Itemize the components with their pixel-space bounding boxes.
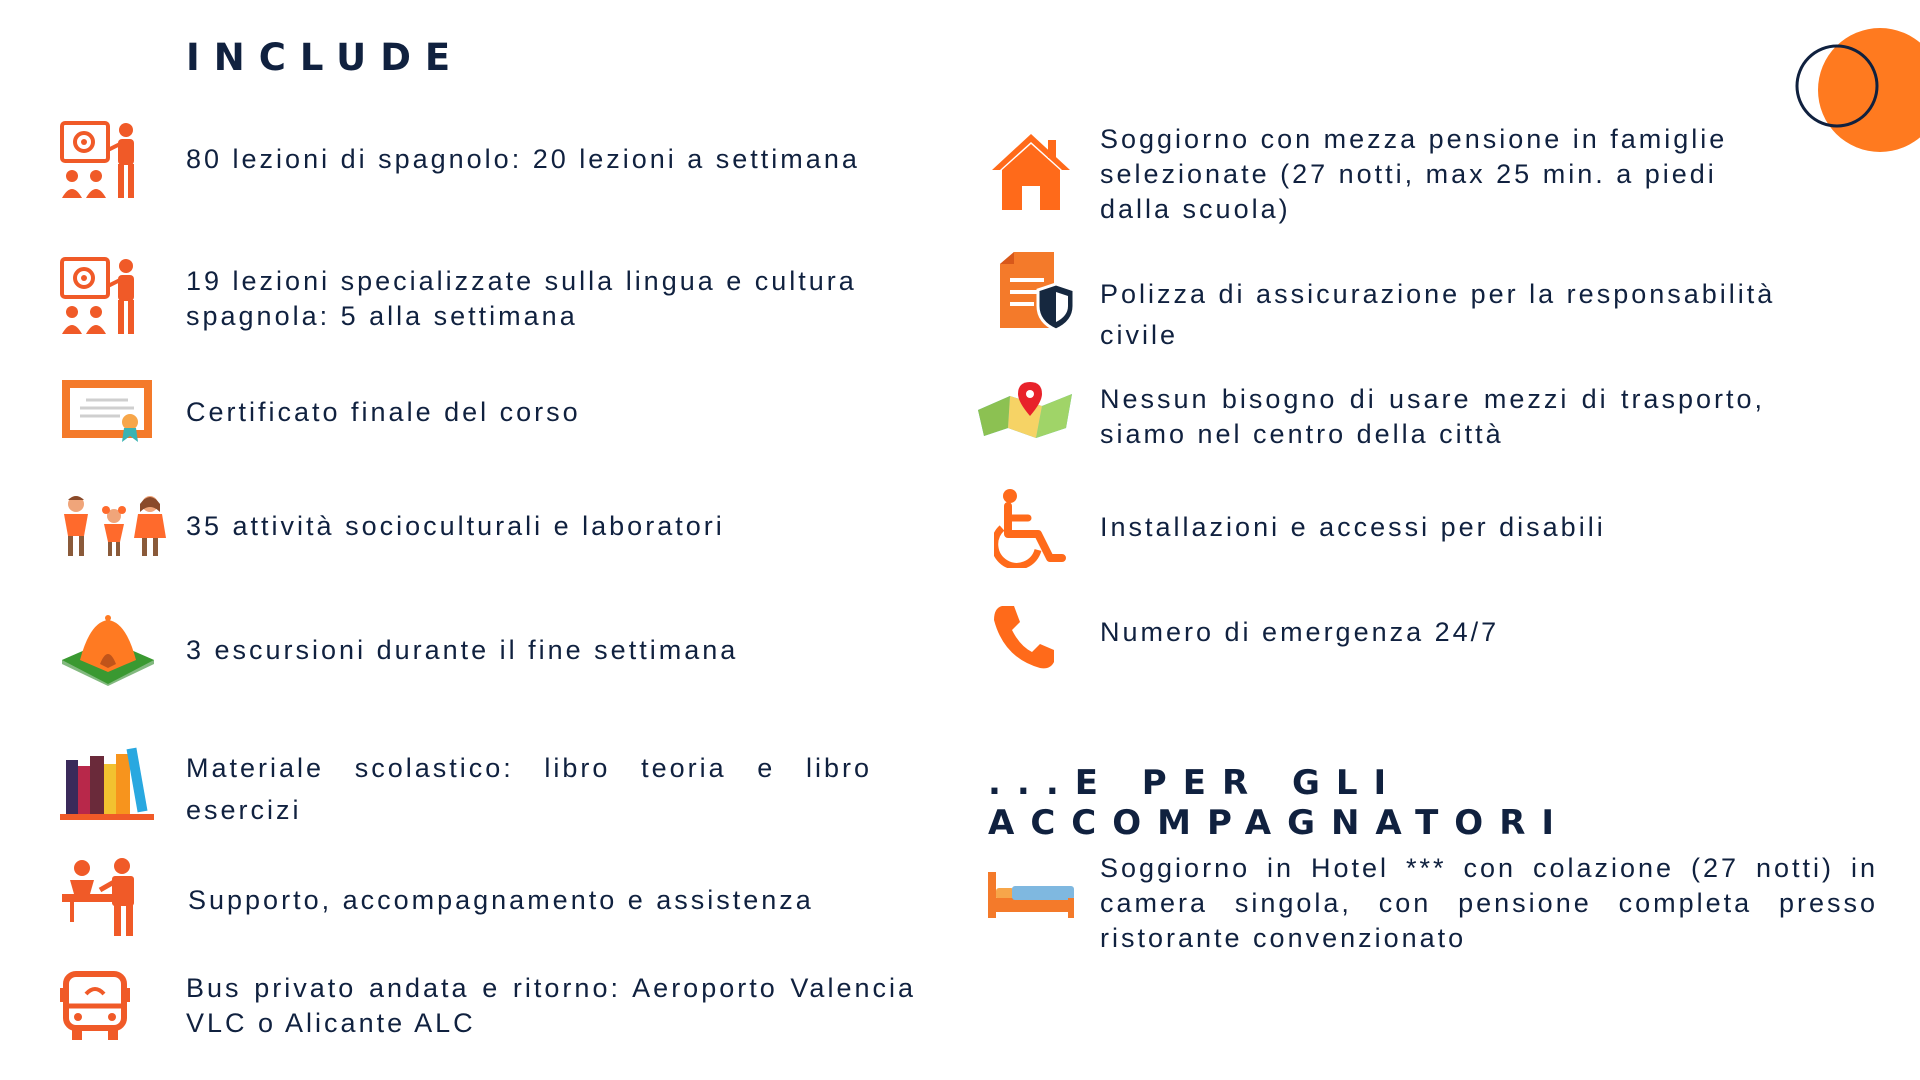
item-text: Certificato finale del corso [186,397,581,427]
item-text: Polizza di assicurazione per la responsabilità civile [1100,279,1776,350]
books-icon [60,746,154,820]
item-text: Supporto, accompagnamento e assistenza [188,885,814,915]
insurance-document-icon [998,250,1078,332]
item-text: Bus privato andata e ritorno: Aeroporto Valencia VLC o Alicante ALC [186,973,916,1038]
bed-icon [986,870,1076,920]
teacher-presentation-icon [60,256,142,338]
item-text: Soggiorno in Hotel *** con colazione (27 notti) in camera singola, con pensione completa presso ristorante convenzionato [1100,853,1878,953]
item-text: 80 lezioni di spagnolo: 20 lezioni a settimana [186,144,860,174]
item-text: 3 escursioni durante il fine settimana [186,635,739,665]
house-icon [990,132,1072,212]
accompagnatori-heading: ...E PER GLI ACCOMPAGNATORI [988,763,1571,843]
item-text: 35 attività socioculturali e laboratori [186,511,725,541]
decorative-circles [1780,20,1920,160]
wheelchair-icon [994,488,1072,568]
tent-icon [60,614,156,686]
include-heading: INCLUDE [186,36,465,79]
item-text: 19 lezioni specializzate sulla lingua e cultura spagnola: 5 alla settimana [186,266,857,331]
bus-icon [58,970,132,1042]
support-desk-icon [60,858,146,938]
item-text: Soggiorno con mezza pensione in famiglie selezionate (27 notti, max 25 min. a piedi dalla scuola) [1100,124,1728,224]
item-text: Numero di emergenza 24/7 [1100,617,1500,647]
item-text: Nessun bisogno di usare mezzi di trasporto, siamo nel centro della città [1100,384,1765,449]
item-text: Materiale scolastico: libro teoria e libro esercizi [186,753,872,825]
phone-icon [992,604,1056,670]
item-text: Installazioni e accessi per disabili [1100,512,1606,542]
map-pin-icon [976,380,1074,440]
family-icon [60,494,168,558]
teacher-presentation-icon [60,120,142,202]
certificate-icon [60,378,154,444]
